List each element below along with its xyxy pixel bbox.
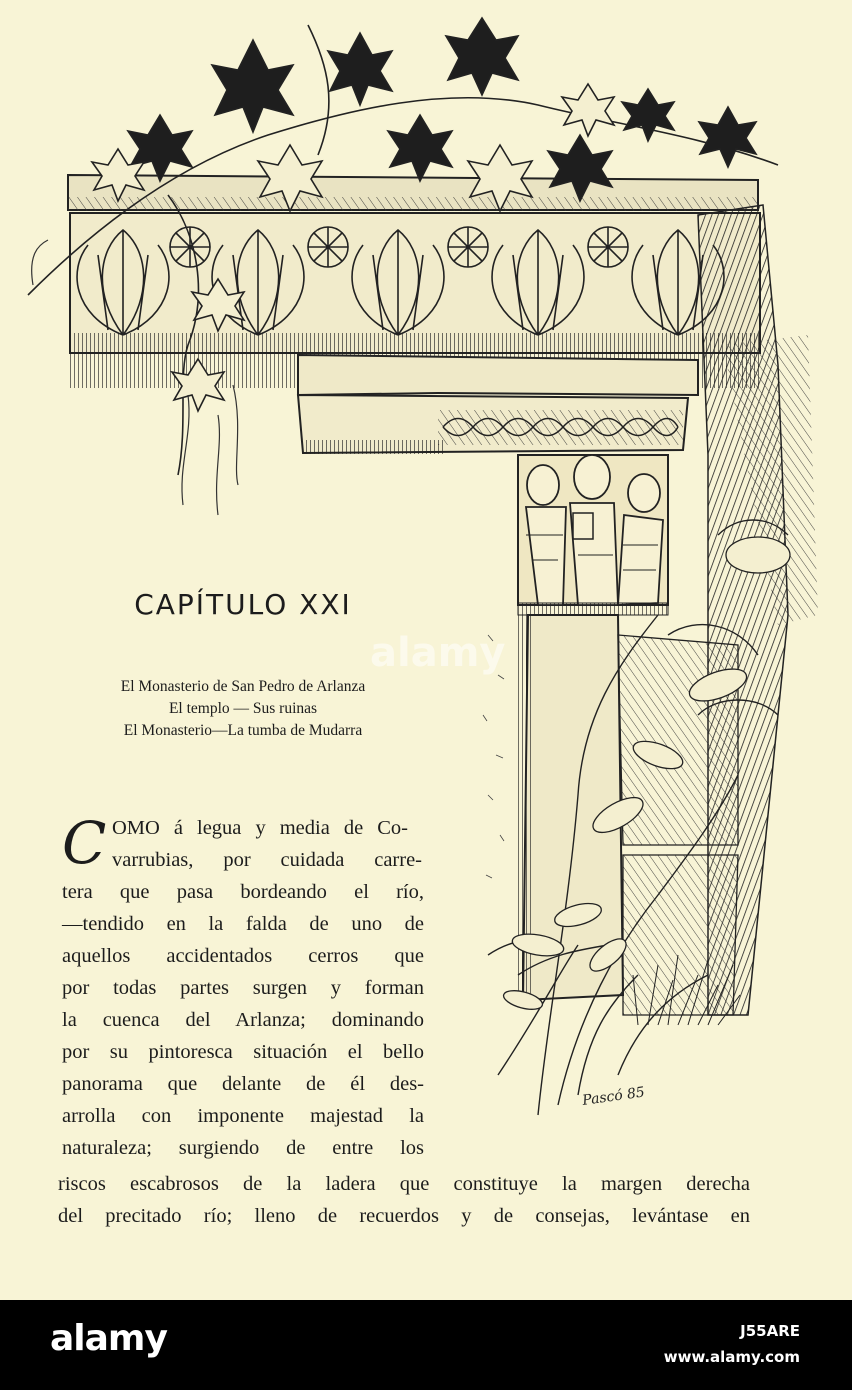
chapter-subtitles [62,676,424,742]
drop-cap: C [62,809,107,877]
image-id: J55ARE [740,1322,800,1340]
text-line: —tendido en la falda de uno de [62,913,424,935]
site-url: www.alamy.com [663,1348,800,1366]
subtitle-line: El templo — Sus ruinas [168,700,318,717]
text-line: la cuenca del Arlanza; dominando [62,1009,424,1031]
brand-logo: alamy [50,1318,167,1359]
text-line: tera que pasa bordeando el río, [62,881,424,903]
text-line: aquellos accidentados cerros que [62,945,424,967]
text-line: arrolla con imponente majestad la [62,1105,424,1127]
subtitle-line: El Monasterio de San Pedro de Arlanza [120,678,366,695]
artist-signature: Pascó 85 [581,1084,646,1109]
figured-capital [518,455,668,615]
text-line: varrubias, por cuidada carre- [112,849,422,871]
text-line: por su pintoresca situación el bello [62,1041,424,1063]
text-line: naturaleza; surgiendo de entre los [62,1137,424,1159]
lower-course [298,355,698,454]
subtitle-line: El Monasterio—La tumba de Mudarra [123,722,363,739]
watermark-overlay: alamy [370,630,506,676]
text-line: riscos escabrosos de la ladera que constituye la margen derecha [58,1173,750,1195]
text-line: por todas partes surgen y forman [62,977,424,999]
text-line: OMO á legua y media de Co- [112,817,408,839]
chapter-title: CAPÍTULO XXI [134,588,352,621]
text-line: panorama que delante de él des- [62,1073,424,1095]
text-line: del precitado río; lleno de recuerdos y de consejas, levántase en [58,1205,750,1227]
